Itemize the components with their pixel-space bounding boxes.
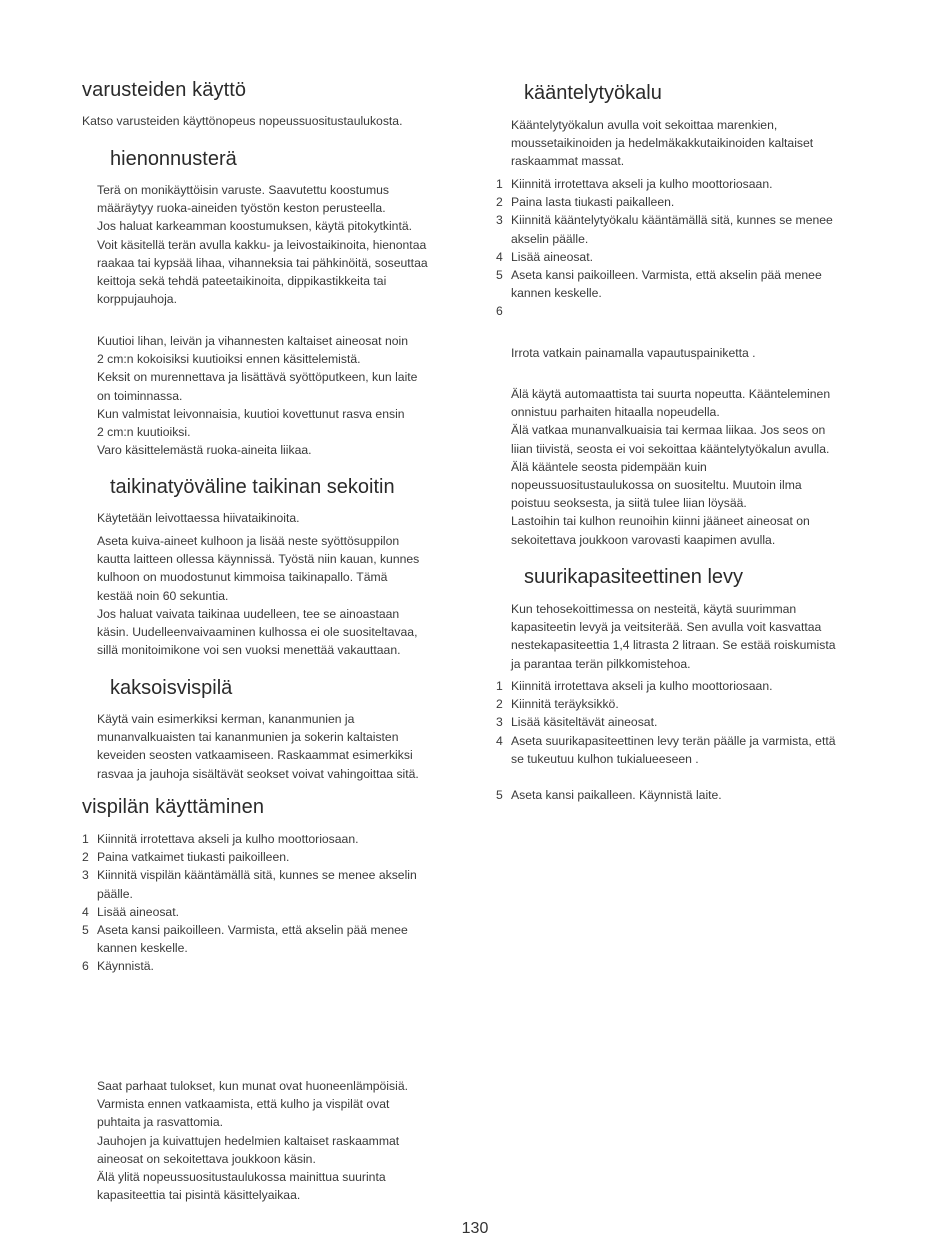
blade-heading: hienonnusterä <box>110 148 237 170</box>
list-item <box>496 713 836 731</box>
step-text: Lisää käsiteltävät aineosat. <box>511 715 658 730</box>
list-item <box>496 211 833 247</box>
step-text: Aseta kansi paikoilleen. Varmista, että akselin pää menee kannen keskelle. <box>97 923 408 956</box>
step-number: 4 <box>82 904 89 919</box>
step-number: 5 <box>496 788 503 802</box>
list-item <box>82 866 417 902</box>
dough-paragraph-2: Aseta kuiva-aineet kulhoon ja lisää neste syöttösuppilon kautta laitteen ollessa käynnissä. Työstä niin kauan, kunnes kulhoon on muodostunut kimmoisa taikinapallo. Tämä kestää noin 60 sekuntia. Jos haluat vaivata taikinaa uudelleen, tee se ainoastaan käsin. Uudelleenvaivaaminen kulhossa ei ole suositeltavaa, sillä monitoimikone voi sen vuoksi menettää vakauttaan. <box>97 534 420 658</box>
list-item <box>496 677 836 695</box>
step-text: Kiinnitä vispilän kääntämällä sitä, kunnes se menee akselin päälle. <box>97 868 417 901</box>
disc-intro: Kun tehosekoittimessa on nesteitä, käytä suurimman kapasiteetin levyä ja veitsiterää. Sen avulla voit kasvattaa nestekapasiteettia 1,4 litrasta 2 litraan. Se estää roiskumista ja parantaa terän pilkkomistehoa. <box>511 602 836 671</box>
list-item <box>496 266 833 302</box>
list-item <box>496 695 836 713</box>
step-number: 2 <box>496 195 503 210</box>
accessories-intro: Katso varusteiden käyttönopeus nopeussuositustaulukosta. <box>82 114 403 128</box>
step-text: Kiinnitä teräyksikkö. <box>511 697 619 712</box>
step-text: Käynnistä. <box>97 959 154 974</box>
whisk-heading: kaksoisvispilä <box>110 677 233 699</box>
list-item <box>82 903 417 921</box>
step-text: Aseta kansi paikoilleen. Varmista, että akselin pää menee kannen keskelle. <box>511 268 822 301</box>
step-text: Aseta kansi paikalleen. Käynnistä laite. <box>511 788 722 802</box>
step-text: Paina lasta tiukasti paikalleen. <box>511 195 675 210</box>
folding-intro: Kääntelytyökalun avulla voit sekoittaa marenkien, moussetaikinoiden ja hedelmäkakkutaikinoiden kaltaiset raskaammat massat. <box>511 118 814 169</box>
step-number: 3 <box>82 868 89 883</box>
folding-heading: kääntelytyökalu <box>524 82 662 104</box>
step-number: 6 <box>82 959 89 974</box>
step-number: 3 <box>496 213 503 228</box>
list-item <box>496 732 836 768</box>
list-item <box>82 957 417 975</box>
step-number: 2 <box>496 697 503 712</box>
folding-hints: Älä käytä automaattista tai suurta nopeutta. Käänteleminen onnistuu parhaiten hitaalla nopeudella. Älä vatkaa munanvalkuaisia tai kermaa liikaa. Jos seos on liian tiivistä, seosta ei voi sekoittaa kääntelytyökalun avulla. Älä kääntele seosta pidempään kuin nopeussuositustaulukossa on suositeltu. Muutoin ilma poistuu seoksesta, ja siitä tulee liian löysää. Lastoihin tai kulhon reunoihin kiinni jääneet aineosat on sekoitettava joukkoon varovasti kaapimen avulla. <box>511 387 831 547</box>
step-text: Kiinnitä irrotettava akseli ja kulho moottoriosaan. <box>97 832 359 846</box>
accessories-heading: varusteiden käyttö <box>82 79 247 101</box>
step-number: 1 <box>496 177 503 191</box>
whisk-use-hints: Saat parhaat tulokset, kun munat ovat huoneenlämpöisiä. Varmista ennen vatkaamista, että kulho ja vispilät ovat puhtaita ja rasvattomia. Jauhojen ja kuivattujen hedelmien kaltaiset raskaammat aineosat on sekoitettava joukkoon käsin. Älä ylitä nopeussuositustaulukossa mainittua suurinta kapasiteettia tai pisintä käsittelyaikaa. <box>97 1079 408 1203</box>
step-number: 3 <box>496 715 503 730</box>
step-text: Kiinnitä kääntelytyökalu kääntämällä sitä, kunnes se menee akselin päälle. <box>511 213 833 246</box>
step-text: Paina vatkaimet tiukasti paikoilleen. <box>97 850 290 865</box>
whisk-use-heading: vispilän käyttäminen <box>82 796 265 818</box>
step-number: 1 <box>82 832 89 846</box>
step-number: 4 <box>496 733 503 748</box>
whisk-paragraph: Käytä vain esimerkiksi kerman, kananmunien ja munanvalkuaisten tai kananmunien ja sokerin kaltaisten keveiden seosten vatkaamiseen. Raskaammat esimerkiksi rasvaa ja jauhoja sisältävät seokset voivat vahingoittaa sitä. <box>97 712 419 781</box>
step-text: Aseta suurikapasiteettinen levy terän päälle ja varmista, että se tukeutuu kulhon tukialueeseen . <box>511 733 836 766</box>
disc-steps <box>496 677 836 768</box>
blade-paragraph-2: Kuutioi lihan, leivän ja vihannesten kaltaiset aineosat noin 2 cm:n kokoisiksi kuutioiksi ennen käsittelemistä. Keksit on murennettava ja lisättävä syöttöputkeen, kun laite on toiminnassa. Kun valmistat leivonnaisia, kuutioi kovettunut rasva ensin 2 cm:n kuutioiksi. Varo käsittelemästä ruoka-aineita liikaa. <box>97 334 418 458</box>
list-item <box>496 248 833 266</box>
step-number: 5 <box>496 268 503 283</box>
blade-paragraph-1: Terä on monikäyttöisin varuste. Saavutettu koostumus määräytyy ruoka-aineiden työstön keston perusteella. Jos haluat karkeamman koostumuksen, käytä pitokytkintä. Voit käsitellä terän avulla kakku- ja leivostaikinoita, hienontaa raakaa tai kypsää lihaa, vihanneksia tai pähkinöitä, soseuttaa keittoja sekä tehdä pateetaikinoita, dippikastikkeita tai korppujauhoja. <box>97 183 428 307</box>
disc-heading: suurikapasiteettinen levy <box>524 566 744 588</box>
step-number: 5 <box>82 923 89 938</box>
list-item <box>496 193 833 211</box>
disc-steps-continued <box>496 786 722 804</box>
list-item <box>82 848 417 866</box>
step-text: Lisää aineosat. <box>97 904 179 919</box>
step-text: Kiinnitä irrotettava akseli ja kulho moottoriosaan. <box>511 679 773 693</box>
list-item <box>82 830 417 848</box>
step-text: Lisää aineosat. <box>511 249 593 264</box>
dough-heading: taikinatyöväline taikinan sekoitin <box>110 476 395 498</box>
list-item <box>496 175 833 193</box>
step-number: 1 <box>496 679 503 693</box>
step-text: Kiinnitä irrotettava akseli ja kulho moottoriosaan. <box>511 177 773 191</box>
whisk-use-steps <box>82 830 417 976</box>
step-number: 4 <box>496 249 503 264</box>
list-item <box>82 921 417 957</box>
folding-steps <box>496 175 833 319</box>
folding-remove-text: Irrota vatkain painamalla vapautuspainiketta . <box>511 346 756 360</box>
list-item <box>496 786 722 804</box>
dough-paragraph-1: Käytetään leivottaessa hiivataikinoita. <box>97 511 300 525</box>
page-number: 130 <box>461 1220 489 1237</box>
step-number: 2 <box>82 850 89 865</box>
step-number: 6 <box>496 304 503 319</box>
